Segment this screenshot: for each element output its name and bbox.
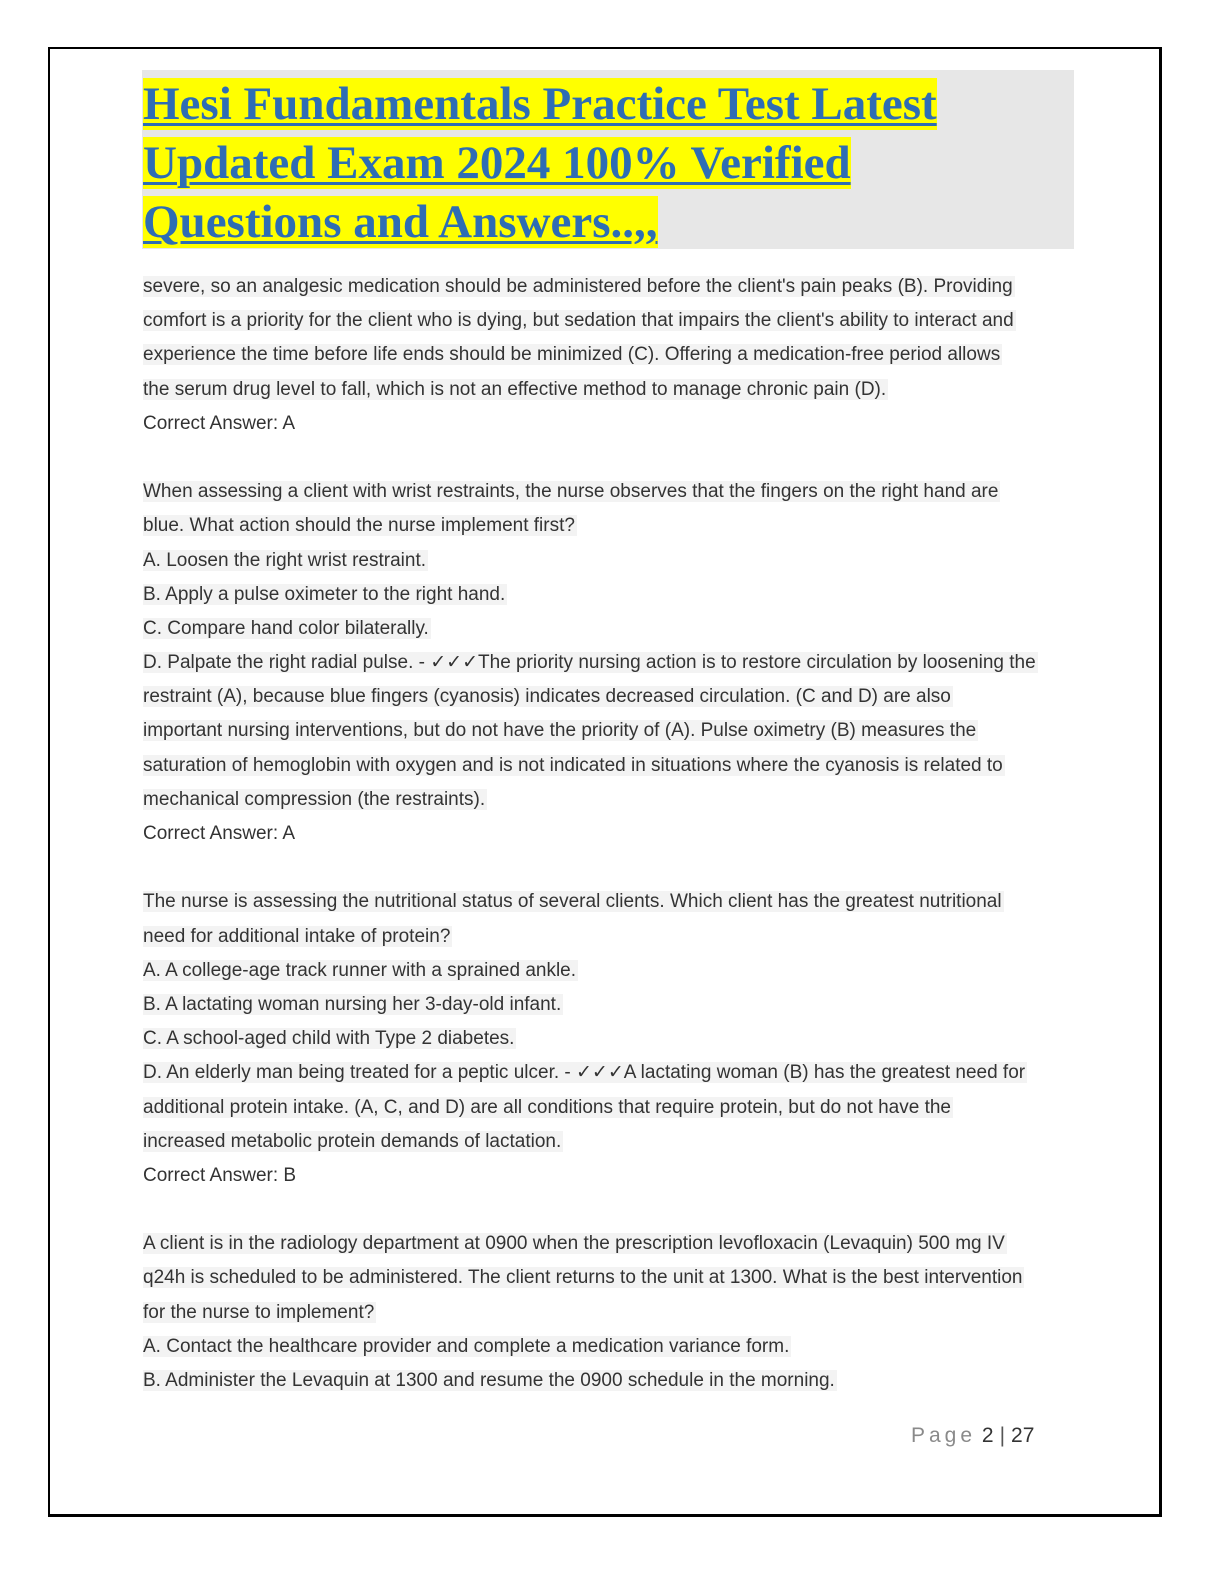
- question-text: q24h is scheduled to be administered. The client returns to the unit at 1300. What is the best intervention: [143, 1267, 1023, 1289]
- text-line: the serum drug level to fall, which is not an effective method to manage chronic pain (D).: [143, 378, 887, 400]
- answer-option: A. Contact the healthcare provider and complete a medication variance form.: [143, 1335, 790, 1357]
- answer-option: B. Apply a pulse oximeter to the right hand.: [143, 583, 506, 605]
- answer-option: C. Compare hand color bilaterally.: [143, 617, 429, 639]
- answer-option: B. Administer the Levaquin at 1300 and resume the 0900 schedule in the morning.: [143, 1370, 835, 1391]
- question-text: A client is in the radiology department at 0900 when the prescription levofloxacin (Levaquin) 500 mg IV: [143, 1233, 1005, 1255]
- text-line: experience the time before life ends should be minimized (C). Offering a medication-free period allows: [143, 344, 1001, 366]
- rationale-text: saturation of hemoglobin with oxygen and is not indicated in situations where the cyanosis is related to: [143, 754, 1003, 776]
- document-body: [143, 272, 1073, 1400]
- question-text: need for additional intake of protein?: [143, 925, 451, 947]
- question-text: blue. What action should the nurse implement first?: [143, 515, 575, 537]
- page-number: 2: [981, 1424, 994, 1447]
- page-label: Page: [911, 1424, 977, 1447]
- text-line: comfort is a priority for the client who is dying, but sedation that impairs the client's ability to interact and: [143, 310, 1014, 332]
- answer-option: A. Loosen the right wrist restraint.: [143, 549, 427, 571]
- question-text: for the nurse to implement?: [143, 1301, 375, 1323]
- title-line-1: Hesi Fundamentals Practice Test Latest: [143, 78, 937, 130]
- rationale-text: additional protein intake. (A, C, and D) are all conditions that require protein, but do not have the: [143, 1096, 951, 1118]
- answer-option: A. A college-age track runner with a sprained ankle.: [143, 959, 577, 981]
- answer-option: C. A school-aged child with Type 2 diabetes.: [143, 1028, 515, 1050]
- correct-answer: Correct Answer: A: [143, 412, 296, 434]
- correct-answer: Correct Answer: B: [143, 1164, 297, 1186]
- question-text: The nurse is assessing the nutritional status of several clients. Which client has the greatest nutritional: [143, 891, 1002, 913]
- page-footer: Page 2 | 27: [911, 1424, 1035, 1447]
- answer-option: D. Palpate the right radial pulse. - ✓✓✓The priority nursing action is to restore circulation by loosening the: [143, 652, 1036, 674]
- correct-answer: Correct Answer: A: [143, 823, 296, 844]
- rationale-text: restraint (A), because blue fingers (cyanosis) indicates decreased circulation. (C and D) are also: [143, 686, 951, 708]
- answer-option: B. A lactating woman nursing her 3-day-old infant.: [143, 993, 562, 1015]
- text-line: severe, so an analgesic medication should be administered before the client's pain peaks (B). Providing: [143, 276, 1013, 297]
- question-text: When assessing a client with wrist restraints, the nurse observes that the fingers on the right hand are: [143, 481, 999, 503]
- total-pages: 27: [1011, 1424, 1035, 1447]
- title-line-2: Updated Exam 2024 100% Verified: [143, 137, 851, 189]
- document-title: [143, 75, 1043, 252]
- answer-option: D. An elderly man being treated for a peptic ulcer. - ✓✓✓A lactating woman (B) has the greatest need for: [143, 1062, 1026, 1084]
- rationale-text: increased metabolic protein demands of lactation.: [143, 1130, 562, 1152]
- rationale-text: mechanical compression (the restraints).: [143, 788, 486, 810]
- rationale-text: important nursing interventions, but do not have the priority of (A). Pulse oximetry (B) measures the: [143, 720, 977, 742]
- title-line-3: Questions and Answers..,,: [143, 196, 658, 248]
